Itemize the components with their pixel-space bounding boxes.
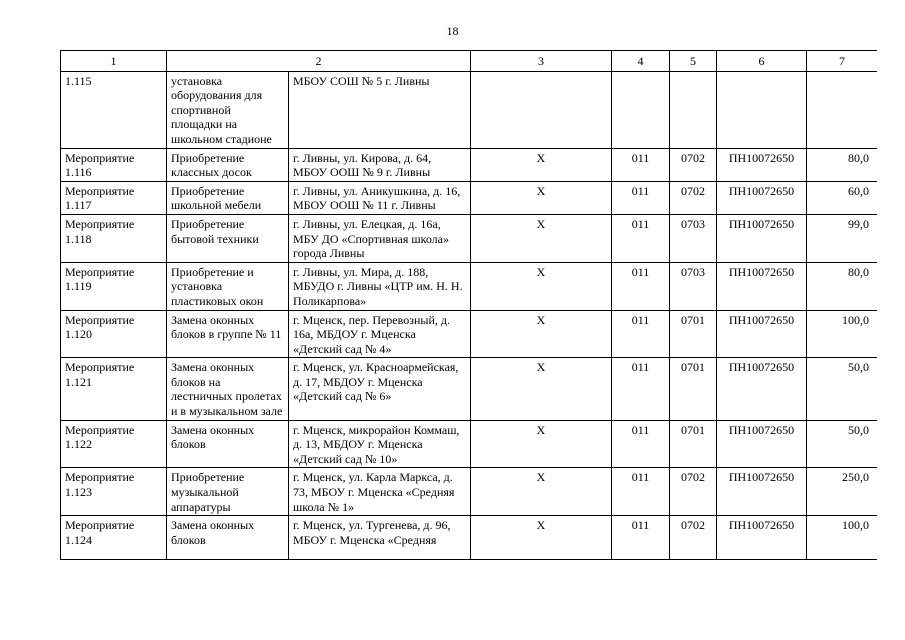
- cell-measure-id: Мероприятие 1.122: [61, 420, 167, 468]
- cell-address-organization: г. Ливны, ул. Мира, д. 188, МБУДО г. Ливны «ЦТР им. Н. Н. Поликарпова»: [289, 262, 471, 310]
- cell-target-code: ПН10072650: [717, 214, 807, 262]
- cell-section-code: 0702: [670, 148, 717, 181]
- cell-measure-description: Замена оконных блоков: [167, 516, 289, 560]
- cell-section-code: 0701: [670, 420, 717, 468]
- cell-target-code: ПН10072650: [717, 358, 807, 420]
- table-row: [61, 358, 878, 420]
- cell-address-organization: г. Мценск, микрорайон Коммаш, д. 13, МБДОУ г. Мценска «Детский сад № 10»: [289, 420, 471, 468]
- cell-amount: [807, 71, 878, 148]
- cell-amount: 100,0: [807, 310, 878, 358]
- table-row: [61, 148, 878, 181]
- cell-amount: 80,0: [807, 148, 878, 181]
- cell-amount: 250,0: [807, 468, 878, 516]
- cell-section-code: [670, 71, 717, 148]
- table-row: [61, 310, 878, 358]
- cell-address-organization: г. Мценск, ул. Тургенева, д. 96, МБОУ г. Мценска «Средняя: [289, 516, 471, 560]
- cell-measure-id: Мероприятие 1.124: [61, 516, 167, 560]
- cell-code-011: 011: [612, 262, 670, 310]
- header-cell-1: 1: [61, 51, 167, 72]
- cell-section-code: 0702: [670, 516, 717, 560]
- cell-target-code: ПН10072650: [717, 148, 807, 181]
- cell-measure-id: 1.115: [61, 71, 167, 148]
- header-cell-6: 6: [717, 51, 807, 72]
- cell-section-code: 0701: [670, 310, 717, 358]
- cell-column-3-mark: Х: [471, 358, 612, 420]
- cell-code-011: 011: [612, 148, 670, 181]
- cell-column-3-mark: Х: [471, 420, 612, 468]
- header-row: [61, 51, 878, 72]
- cell-code-011: 011: [612, 420, 670, 468]
- cell-column-3-mark: Х: [471, 262, 612, 310]
- cell-address-organization: г. Ливны, ул. Елецкая, д. 16а, МБУ ДО «Спортивная школа» города Ливны: [289, 214, 471, 262]
- cell-target-code: ПН10072650: [717, 262, 807, 310]
- cell-amount: 80,0: [807, 262, 878, 310]
- cell-amount: 50,0: [807, 358, 878, 420]
- cell-code-011: 011: [612, 310, 670, 358]
- cell-section-code: 0702: [670, 468, 717, 516]
- table-row: [61, 420, 878, 468]
- table-container: [60, 50, 877, 640]
- table-row: [61, 214, 878, 262]
- cell-address-organization: г. Мценск, ул. Красноармейская, д. 17, МБДОУ г. Мценска «Детский сад № 6»: [289, 358, 471, 420]
- cell-column-3-mark: Х: [471, 148, 612, 181]
- cell-code-011: 011: [612, 516, 670, 560]
- cell-measure-id: Мероприятие 1.121: [61, 358, 167, 420]
- cell-measure-description: Приобретение классных досок: [167, 148, 289, 181]
- cell-section-code: 0703: [670, 214, 717, 262]
- table-row: [61, 262, 878, 310]
- budget-table: [60, 50, 877, 560]
- cell-target-code: ПН10072650: [717, 310, 807, 358]
- cell-column-3-mark: Х: [471, 214, 612, 262]
- cell-code-011: 011: [612, 358, 670, 420]
- cell-measure-description: Приобретение школьной мебели: [167, 181, 289, 214]
- cell-section-code: 0703: [670, 262, 717, 310]
- cell-code-011: 011: [612, 181, 670, 214]
- cell-measure-description: Приобретение музыкальной аппаратуры: [167, 468, 289, 516]
- cell-measure-description: установка оборудования для спортивной площадки на школьном стадионе: [167, 71, 289, 148]
- cell-amount: 50,0: [807, 420, 878, 468]
- header-cell-2: 2: [167, 51, 471, 72]
- table-row: [61, 181, 878, 214]
- cell-target-code: ПН10072650: [717, 468, 807, 516]
- cell-address-organization: МБОУ СОШ № 5 г. Ливны: [289, 71, 471, 148]
- cell-measure-id: Мероприятие 1.117: [61, 181, 167, 214]
- header-cell-5: 5: [670, 51, 717, 72]
- page-number: 18: [446, 24, 459, 38]
- cell-code-011: [612, 71, 670, 148]
- cell-measure-description: Замена оконных блоков на лестничных пролетах и в музыкальном зале: [167, 358, 289, 420]
- cell-measure-id: Мероприятие 1.116: [61, 148, 167, 181]
- cell-address-organization: г. Мценск, ул. Карла Маркса, д. 73, МБОУ г. Мценска «Средняя школа № 1»: [289, 468, 471, 516]
- header-cell-7: 7: [807, 51, 878, 72]
- cell-target-code: ПН10072650: [717, 516, 807, 560]
- cell-column-3-mark: Х: [471, 468, 612, 516]
- cell-address-organization: г. Ливны, ул. Аникушкина, д. 16, МБОУ ООШ № 11 г. Ливны: [289, 181, 471, 214]
- cell-measure-description: Замена оконных блоков: [167, 420, 289, 468]
- table-row: [61, 516, 878, 560]
- header-cell-4: 4: [612, 51, 670, 72]
- cell-address-organization: г. Мценск, пер. Перевозный, д. 16а, МБДОУ г. Мценска «Детский сад № 4»: [289, 310, 471, 358]
- cell-address-organization: г. Ливны, ул. Кирова, д. 64, МБОУ ООШ № 9 г. Ливны: [289, 148, 471, 181]
- cell-section-code: 0701: [670, 358, 717, 420]
- cell-target-code: ПН10072650: [717, 420, 807, 468]
- cell-measure-id: Мероприятие 1.118: [61, 214, 167, 262]
- cell-measure-description: Замена оконных блоков в группе № 11: [167, 310, 289, 358]
- cell-target-code: [717, 71, 807, 148]
- table-row: [61, 71, 878, 148]
- cell-target-code: ПН10072650: [717, 181, 807, 214]
- header-cell-3: 3: [471, 51, 612, 72]
- cell-column-3-mark: Х: [471, 181, 612, 214]
- cell-column-3-mark: Х: [471, 310, 612, 358]
- cell-code-011: 011: [612, 214, 670, 262]
- cell-amount: 60,0: [807, 181, 878, 214]
- cell-measure-id: Мероприятие 1.119: [61, 262, 167, 310]
- table-row: [61, 468, 878, 516]
- cell-column-3-mark: [471, 71, 612, 148]
- cell-section-code: 0702: [670, 181, 717, 214]
- cell-amount: 99,0: [807, 214, 878, 262]
- cell-measure-description: Приобретение и установка пластиковых окон: [167, 262, 289, 310]
- cell-column-3-mark: Х: [471, 516, 612, 560]
- table-body: [61, 71, 878, 560]
- cell-code-011: 011: [612, 468, 670, 516]
- cell-measure-description: Приобретение бытовой техники: [167, 214, 289, 262]
- cell-measure-id: Мероприятие 1.120: [61, 310, 167, 358]
- cell-amount: 100,0: [807, 516, 878, 560]
- cell-measure-id: Мероприятие 1.123: [61, 468, 167, 516]
